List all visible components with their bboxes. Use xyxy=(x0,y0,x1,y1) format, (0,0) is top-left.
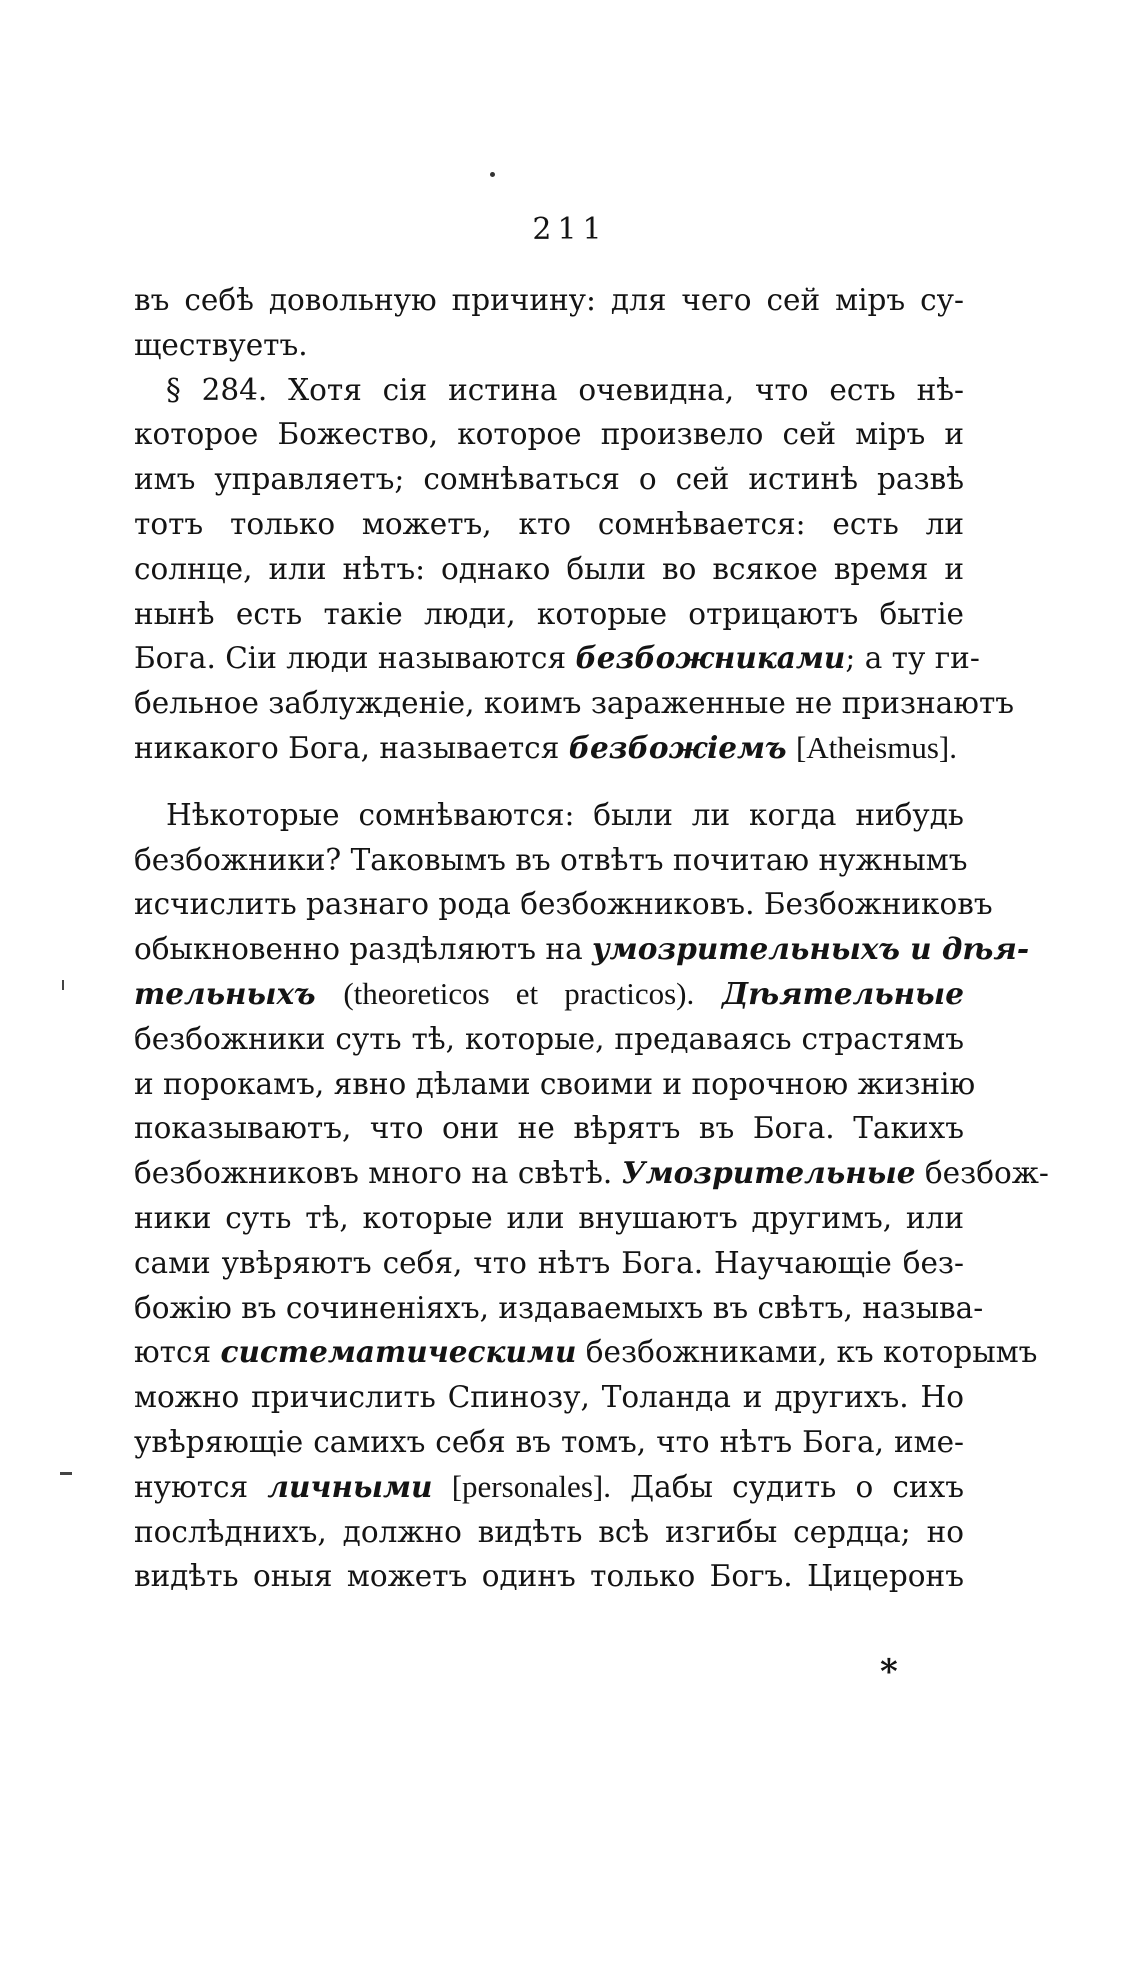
text-line: послѣднихъ, должно видѣть всѣ изгибы сердца; но xyxy=(134,1514,964,1549)
margin-tick xyxy=(62,980,64,990)
catchword-asterisk: * xyxy=(880,1652,898,1692)
latin-term: [personales]. xyxy=(451,1468,611,1504)
text-line xyxy=(134,1151,1049,1196)
text-span: Бога. Сіи люди называются xyxy=(134,641,576,676)
section-number: § 284. xyxy=(166,372,268,407)
margin-tick xyxy=(60,1472,72,1475)
italic-term: личными xyxy=(267,1468,433,1504)
text-span: ются xyxy=(134,1335,221,1370)
text-span: нуются xyxy=(134,1469,268,1504)
text-line: нынѣ есть такіе люди, которые отрицаютъ бытіе xyxy=(134,596,964,631)
text-span: безбожниками, къ которымъ xyxy=(576,1335,1038,1370)
latin-term: (theoreticos et practicos). xyxy=(343,975,695,1011)
text-line xyxy=(134,1330,1038,1375)
text-line xyxy=(134,927,1030,972)
text-line: въ себѣ довольную причину: для чего сей міръ су- xyxy=(134,283,964,317)
text-span: безбожниковъ много на свѣтѣ. xyxy=(134,1156,622,1191)
italic-term: безбожіемъ xyxy=(568,729,787,765)
text-line: которое Божество, которое произвело сей міръ и xyxy=(134,417,964,452)
text-line: ники суть тѣ, которые или внушаютъ другимъ, или xyxy=(134,1200,964,1235)
body-text xyxy=(134,278,1049,1599)
section-284-first-line xyxy=(134,368,964,413)
text-line xyxy=(134,972,964,1017)
text-line xyxy=(134,1465,964,1510)
text-line: увѣряющіе самихъ себя въ томъ, что нѣтъ Бога, име- xyxy=(134,1424,964,1459)
text-line: бельное заблужденіе, коимъ зараженные не признаютъ xyxy=(134,686,1015,721)
italic-term: Дѣятельные xyxy=(721,975,964,1011)
text-span: никакого Бога, называется xyxy=(134,730,569,765)
italic-term: систематическими xyxy=(220,1334,577,1370)
page-number: 211 xyxy=(532,212,608,247)
text-line: безбожники суть тѣ, которые, предаваясь страстямъ xyxy=(134,1021,964,1056)
latin-term: [Atheismus]. xyxy=(795,729,957,765)
text-line: сами увѣряютъ себя, что нѣтъ Бога. Научающіе без- xyxy=(134,1245,964,1280)
text-span: ; а ту ги- xyxy=(845,641,980,676)
text-line: имъ управляетъ; сомнѣваться о сей истинѣ развѣ xyxy=(134,462,964,497)
text-span: безбож- xyxy=(915,1156,1049,1191)
italic-term: Умозрительные xyxy=(621,1155,916,1191)
text-span: обыкновенно раздѣляютъ на xyxy=(134,932,593,967)
text-line: тотъ только можетъ, кто сомнѣвается: есть ли xyxy=(134,506,964,541)
text-line xyxy=(134,726,964,771)
text-line: можно причислить Спинозу, Толанда и другихъ. Но xyxy=(134,1380,964,1415)
text-line: безбожники? Таковымъ въ отвѣтъ почитаю нужнымъ xyxy=(134,842,968,877)
text-span: Дабы судить о сихъ xyxy=(610,1469,964,1504)
text-span: Хотя сія истина очевидна, что есть нѣ- xyxy=(288,372,964,407)
text-line: Нѣкоторые сомнѣваются: были ли когда нибудь xyxy=(166,797,964,832)
text-line: видѣть оныя можетъ одинъ только Богъ. Цицеронъ xyxy=(134,1559,964,1594)
paragraph-gap xyxy=(134,771,964,793)
text-line: показываютъ, что они не вѣрятъ въ Бога. Такихъ xyxy=(134,1111,964,1146)
text-line: солнце, или нѣтъ: однако были во всякое время и xyxy=(134,551,964,586)
text-line: божію въ сочиненіяхъ, издаваемыхъ въ свѣтъ, называ- xyxy=(134,1290,984,1325)
text-line xyxy=(134,636,980,681)
text-line: исчислить разнаго рода безбожниковъ. Безбожниковъ xyxy=(134,887,993,922)
italic-term: безбожниками xyxy=(575,640,846,676)
text-line: ществуетъ. xyxy=(134,327,308,362)
italic-term: тельныхъ xyxy=(134,975,316,1011)
italic-term: умозрительныхъ и дѣя- xyxy=(592,931,1030,967)
text-line: и порокамъ, явно дѣлами своими и порочною жизнію xyxy=(134,1066,976,1101)
ink-dot xyxy=(490,172,495,177)
